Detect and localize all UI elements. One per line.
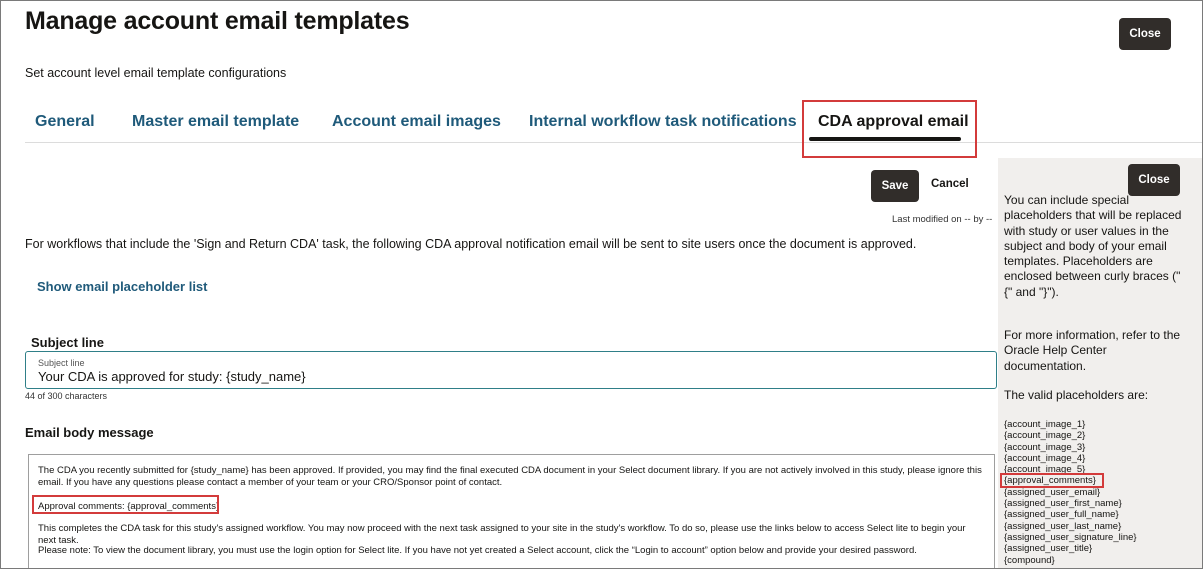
placeholder-item: {account_image_1} [1004, 419, 1086, 430]
body-paragraph: Please note: To view the document library, you must use the login option for Select lite. If you have not yet created a Select account, click the “Login to account” option below and provide your desired password. [38, 545, 917, 556]
subject-field-label: Subject line [38, 358, 85, 368]
intro-text: For workflows that include the 'Sign and Return CDA' task, the following CDA approval notification email will be sent to site users once the document is approved. [25, 237, 917, 251]
last-modified-text: Last modified on -- by -- [892, 214, 993, 225]
placeholder-item: {assigned_user_full_name} [1004, 509, 1119, 521]
panel-more-info-text: For more information, refer to the Oracle Help Center documentation. [1004, 328, 1181, 373]
cancel-button[interactable]: Cancel [931, 178, 969, 190]
placeholder-item: {account_image_2} [1004, 430, 1086, 442]
panel-help-text: You can include special placeholders that will be replaced with study or user values in the subject and body of your email templates. Placeholders are enclosed between curly braces ("{" and "}"). [1004, 193, 1182, 299]
page-subtitle: Set account level email template configurations [25, 66, 287, 80]
show-placeholder-list-link[interactable]: Show email placeholder list [37, 279, 208, 294]
placeholder-item: {compound} [1004, 554, 1055, 566]
tab-bar [25, 101, 1203, 143]
placeholder-item: {account_image_3} [1004, 441, 1086, 453]
placeholder-item: {account_image_4} [1004, 452, 1086, 464]
placeholder-item: {assigned_user_last_name} [1004, 520, 1122, 532]
page-title: Manage account email templates [25, 7, 410, 35]
subject-input[interactable] [38, 369, 978, 384]
subject-char-count: 44 of 300 characters [25, 391, 108, 401]
body-paragraph: The CDA you recently submitted for {study_name} has been approved. If provided, you may find the final executed CDA document in your Select document library. If you are not actively involved in this study, please ignore this email. If you have any questions please contact a member of your team or your CRO/Sponsor point of contact. [38, 465, 982, 488]
placeholder-item: {assigned_user_email} [1004, 486, 1101, 498]
panel-close-button[interactable]: Close [1128, 164, 1180, 196]
save-button[interactable]: Save [871, 170, 919, 202]
panel-valid-placeholders-heading: The valid placeholders are: [1004, 388, 1149, 402]
placeholder-item: {assigned_user_first_name} [1004, 498, 1122, 510]
body-section-label: Email body message [25, 425, 154, 440]
body-paragraph-approval-comments: Approval comments: {approval_comments} [38, 501, 220, 512]
body-paragraph: This completes the CDA task for this study's assigned workflow. You may now proceed with the next task assigned to your site in the study's workflow. To do so, please use the links below to access Select lite to begin your next task. [38, 523, 966, 546]
placeholder-item: {approval_comments} [1004, 475, 1096, 487]
tab-master-email-template[interactable]: Master email template [132, 113, 300, 130]
placeholder-list [1004, 419, 1137, 566]
close-button[interactable]: Close [1119, 18, 1171, 50]
subject-field[interactable] [25, 351, 997, 389]
placeholder-item: {assigned_user_signature_line} [1004, 531, 1137, 543]
tab-account-email-images[interactable]: Account email images [332, 113, 501, 130]
tab-internal-workflow-task-notifications[interactable]: Internal workflow task notifications [529, 113, 797, 130]
tab-cda-approval-email[interactable]: CDA approval email [818, 113, 969, 130]
highlight-box-tab [802, 100, 977, 158]
highlight-box-approval-comments-placeholder [1000, 473, 1104, 488]
subject-section-label: Subject line [31, 335, 104, 350]
placeholder-item: {account_image_5} [1004, 464, 1086, 476]
placeholder-item: {assigned_user_title} [1004, 543, 1093, 555]
tab-general[interactable]: General [35, 113, 95, 130]
highlight-box-approval-comments [32, 495, 219, 514]
